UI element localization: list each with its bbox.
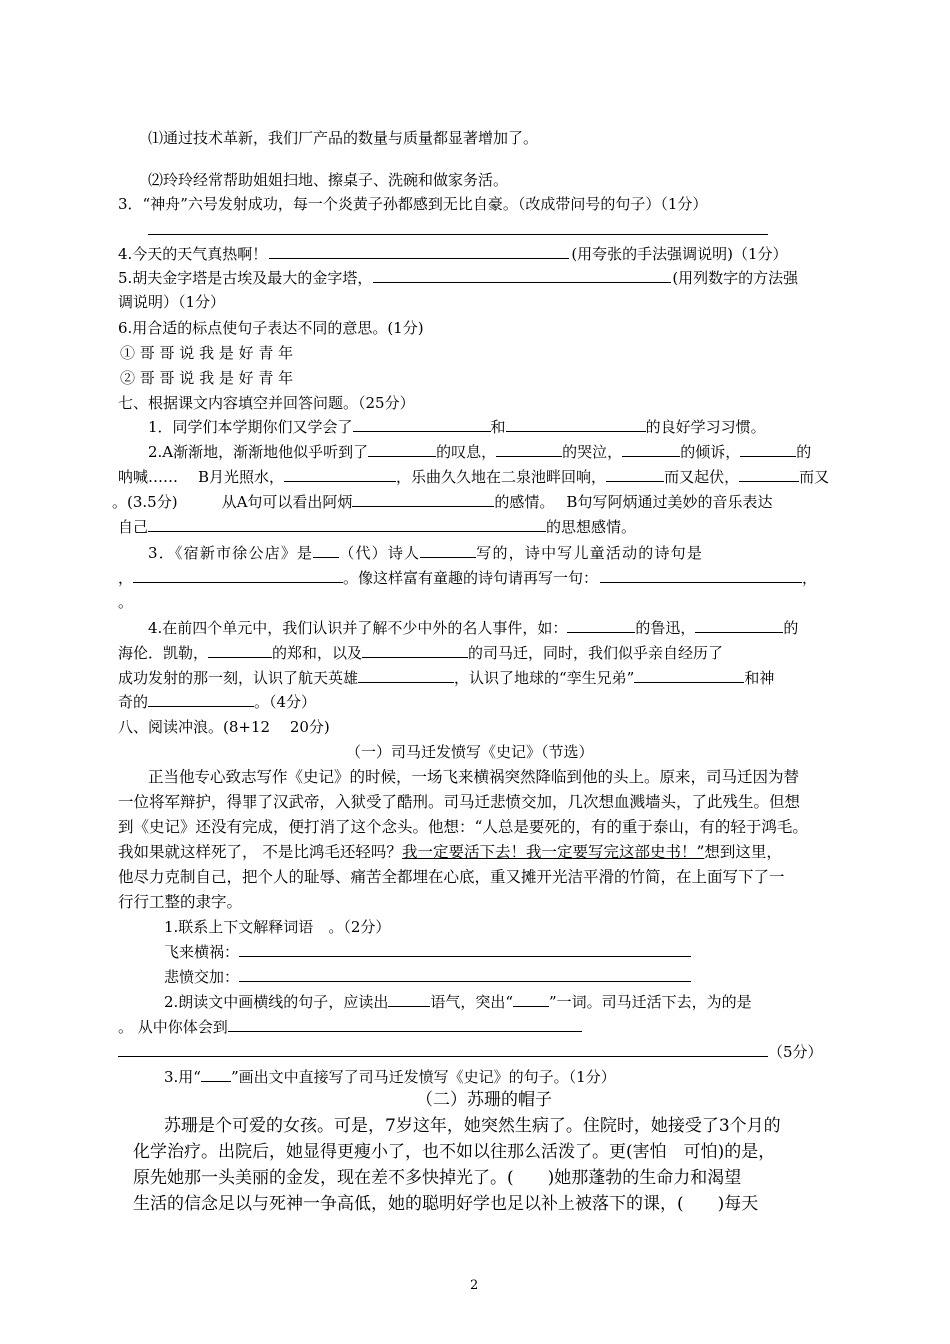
blank[interactable] xyxy=(358,668,454,683)
blank[interactable] xyxy=(313,543,339,558)
text: 的倾诉， xyxy=(680,443,741,461)
reading-q2-line2 xyxy=(118,1017,582,1037)
text: 的郑和，以及 xyxy=(272,644,363,662)
text: 1．同学们本学期你们又学会了 xyxy=(148,418,353,436)
text: 。(3.5分) xyxy=(112,493,178,511)
text: 和 xyxy=(490,418,506,436)
blank[interactable] xyxy=(695,618,783,633)
underline-sample xyxy=(201,1067,231,1082)
text: ”画出文中直接写了司马迁发愤写《史记》的句子。（1分） xyxy=(230,1068,616,1086)
text: 我如果就这样死了， 不是比鸿毛还轻吗？ xyxy=(118,843,402,861)
text: 呐喊…… xyxy=(118,468,179,486)
text: （代）诗人 xyxy=(339,544,421,562)
blank[interactable] xyxy=(506,417,646,432)
text: 3．《宿新市徐公店》是 xyxy=(148,544,314,562)
sentence-option-1: ① 哥 哥 说 我 是 好 青 年 xyxy=(120,344,294,362)
text: 而又 xyxy=(799,468,830,486)
blank[interactable] xyxy=(622,442,680,457)
reading-q3 xyxy=(164,1067,616,1087)
blank[interactable] xyxy=(148,517,546,532)
section-7-q3-line2 xyxy=(118,568,817,588)
passage-1-line6: 行行工整的隶字。 xyxy=(118,893,243,911)
text: 想到这里， xyxy=(704,843,782,861)
text: B月光照水， xyxy=(198,468,285,486)
text: 的 xyxy=(796,443,812,461)
text: 的 xyxy=(783,619,799,637)
question-6: 6.用合适的标点使句子表达不同的意思。(1分) xyxy=(118,319,424,337)
answer-blank[interactable] xyxy=(239,967,691,982)
blank[interactable] xyxy=(352,492,494,507)
text: 从A句可以看出阿炳 xyxy=(221,493,353,511)
text: 悲愤交加： xyxy=(164,968,240,986)
section-7-q4-line1 xyxy=(148,618,798,638)
text: 奇的 xyxy=(118,693,149,711)
text: 的感情。 xyxy=(494,493,555,511)
underlined-sentence: 我一定要活下去！我一定要写完这部史书！” xyxy=(401,843,705,861)
text: ， xyxy=(118,569,134,587)
passage-1-line2: 一位将军辩护，得罪了汉武帝，入狱受了酷刑。司马迁悲愤交加，几次想血溅墙头，了此残生。但想 xyxy=(118,793,801,811)
passage-2-title: （二）苏珊的帽子 xyxy=(416,1090,552,1110)
blank[interactable] xyxy=(496,442,562,457)
text: 的哭泣， xyxy=(562,443,623,461)
answer-blank[interactable] xyxy=(239,942,691,957)
question-4 xyxy=(118,244,788,264)
passage-1-line5: 他尽力克制自己，把个人的耻辱、痛苦全都埋在心底，重又摊开光洁平滑的竹简，在上面写下了一 xyxy=(118,868,785,886)
text: ，认识了地球的“孪生兄弟” xyxy=(454,669,635,687)
text: 自己 xyxy=(118,518,149,536)
blank[interactable] xyxy=(148,692,254,707)
blank[interactable] xyxy=(513,992,549,1007)
section-7-q4-line4 xyxy=(118,692,316,712)
question-5 xyxy=(118,268,798,288)
section-7-q4-line3 xyxy=(118,668,774,688)
section-7-q2-line1 xyxy=(148,442,811,462)
section-7-q2-line2 xyxy=(118,467,829,487)
blank[interactable] xyxy=(600,568,802,583)
blank[interactable] xyxy=(368,442,436,457)
blank[interactable] xyxy=(228,1017,582,1032)
reading-q1-word1 xyxy=(164,942,691,962)
blank[interactable] xyxy=(739,467,799,482)
blank[interactable] xyxy=(567,618,635,633)
question-5-hint: (用列数字的方法强 xyxy=(672,269,799,287)
passage-1-line4 xyxy=(118,842,782,862)
section-7-q2-line4 xyxy=(118,517,636,537)
text: 写的，诗中写儿童活动的诗句是 xyxy=(476,544,704,562)
answer-blank-5[interactable] xyxy=(373,268,671,283)
passage-1-line1: 正当他专心致志写作《史记》的时候，一场飞来横祸突然降临到他的头上。原来，司马迁因为替 xyxy=(148,768,800,786)
reading-q1: 1.联系上下文解释词语 。（2分） xyxy=(164,918,391,936)
text: B句写阿炳通过美妙的音乐表达 xyxy=(566,493,773,511)
section-7-q3-line3: 。 xyxy=(118,593,134,611)
question-4-hint: (用夸张的手法强调说明)（1分） xyxy=(571,245,788,263)
passage-1-title: （一）司马迁发愤写《史记》（节选） xyxy=(346,743,594,761)
text: 2.A渐渐地，渐渐地他似乎听到了 xyxy=(148,443,369,461)
section-7-q4-line2 xyxy=(118,643,723,663)
blank[interactable] xyxy=(133,568,343,583)
reading-q1-word2 xyxy=(164,967,691,987)
page-number: 2 xyxy=(470,1278,479,1293)
text: 语气，突出“ xyxy=(430,993,513,1011)
question-3: 3．“神舟”六号发射成功，每一个炎黄子孙都感到无比自豪。（改成带问号的句子）（1分） xyxy=(118,195,708,213)
text: 。（4分） xyxy=(254,693,317,711)
text: 的鲁迅， xyxy=(635,619,696,637)
sentence-1: ⑴通过技术革新，我们厂产品的数量与质量都显著增加了。 xyxy=(148,129,539,147)
text: （5分） xyxy=(768,1043,823,1061)
text: 海伦．凯勒， xyxy=(118,644,209,662)
text: 成功发射的那一刻，认识了航天英雄 xyxy=(118,669,359,687)
passage-2-line4: 生活的信念足以与死神一争高低，她的聪明好学也足以补上被落下的课，( )每天 xyxy=(133,1194,759,1214)
text: 的思想感情。 xyxy=(546,518,637,536)
answer-blank-4[interactable] xyxy=(269,244,569,259)
text: 和神 xyxy=(744,669,775,687)
passage-2-line1: 苏珊是个可爱的女孩。可是，7岁这年，她突然生病了。住院时，她接受了3个月的 xyxy=(164,1116,781,1136)
passage-2-line3: 原先她那一头美丽的金发，现在差不多快掉光了。( )她那蓬勃的生命力和渴望 xyxy=(133,1168,742,1188)
sentence-option-2: ② 哥 哥 说 我 是 好 青 年 xyxy=(120,369,294,387)
blank[interactable] xyxy=(362,643,468,658)
text: 2.朗读文中画横线的句子，应读出 xyxy=(164,993,389,1011)
text: 。像这样富有童趣的诗句请再写一句： xyxy=(343,569,599,587)
passage-1-line3: 到《史记》还没有完成，便打消了这个念头。他想：“人总是要死的，有的重于泰山，有的轻于鸿毛。 xyxy=(118,818,808,836)
text: 的叹息， xyxy=(436,443,497,461)
answer-line-3[interactable] xyxy=(148,222,768,235)
section-7-q3-line1 xyxy=(148,543,703,563)
blank[interactable] xyxy=(606,467,664,482)
text: ， xyxy=(802,569,818,587)
sentence-2: ⑵玲玲经常帮助姐姐扫地、擦桌子、洗碗和做家务活。 xyxy=(148,171,509,189)
text: ，乐曲久久地在二泉池畔回响， xyxy=(396,468,607,486)
section-7-q1 xyxy=(148,417,766,437)
blank[interactable] xyxy=(634,668,744,683)
text: 飞来横祸： xyxy=(164,943,240,961)
blank[interactable] xyxy=(420,543,476,558)
section-7-title: 七、根据课文内容填空并回答问题。（25分） xyxy=(118,394,415,412)
text: 的司马迁，同时，我们似乎亲自经历了 xyxy=(468,644,724,662)
text: 而又起伏， xyxy=(664,468,740,486)
text: 。 从中你体会到 xyxy=(118,1018,228,1036)
question-5-text: 5.胡夫金字塔是古埃及最大的金字塔， xyxy=(118,269,373,287)
passage-2-line2: 化学治疗。出院后，她显得更瘦小了，也不如以往那么活泼了。更(害怕 可怕)的是， xyxy=(133,1142,776,1162)
question-5-hint-cont: 调说明）（1分） xyxy=(118,293,226,311)
text: 4.在前四个单元中，我们认识并了解不少中外的名人事件，如： xyxy=(148,619,568,637)
reading-q2-line3 xyxy=(118,1042,823,1062)
blank[interactable] xyxy=(208,643,272,658)
section-8-title: 八、阅读冲浪。(8+12 20分) xyxy=(118,718,330,736)
text: ”一词。司马迁活下去，为的是 xyxy=(549,993,752,1011)
blank[interactable] xyxy=(284,467,396,482)
section-7-q2-line3 xyxy=(112,492,772,512)
text: 的良好学习习惯。 xyxy=(645,418,766,436)
question-4-text: 4.今天的天气真热啊！ xyxy=(118,245,268,263)
text: 3.用“ xyxy=(164,1068,201,1086)
blank[interactable] xyxy=(118,1042,768,1057)
blank[interactable] xyxy=(353,417,491,432)
blank[interactable] xyxy=(388,992,430,1007)
blank[interactable] xyxy=(740,442,796,457)
reading-q2-line1 xyxy=(164,992,752,1012)
